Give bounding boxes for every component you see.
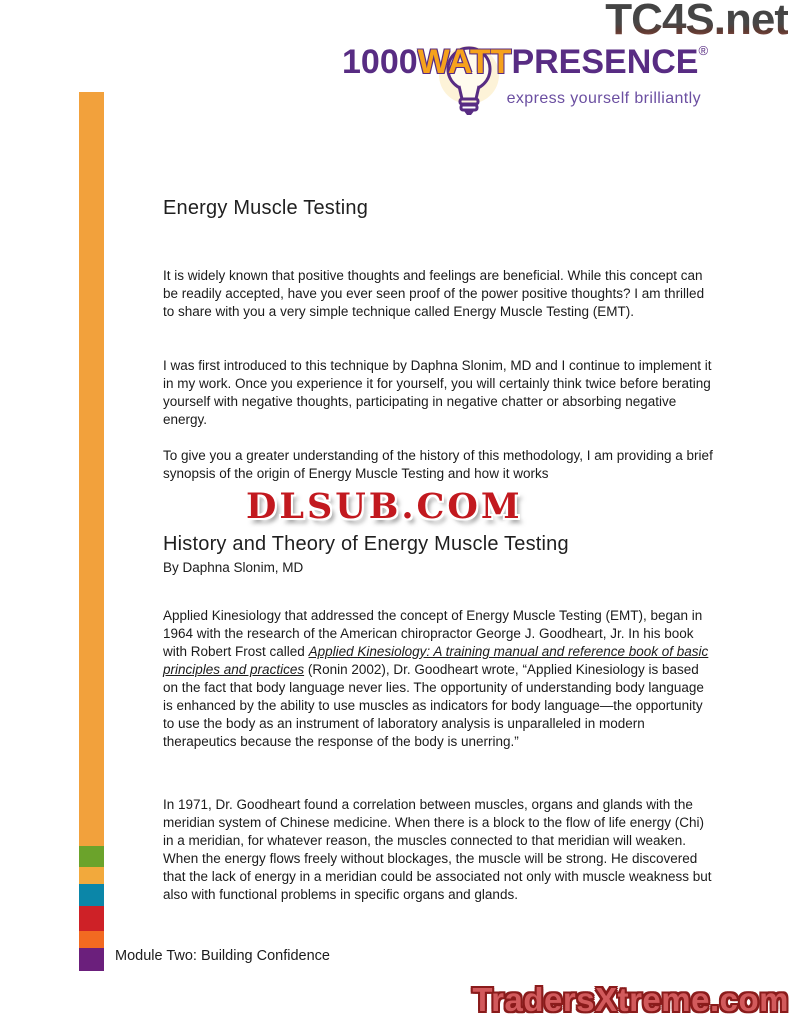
logo-number: 1000 [342, 43, 418, 81]
logo-presence: PRESENCE [511, 43, 699, 81]
module-footer: Module Two: Building Confidence [115, 948, 330, 964]
color-strip-segment-purple [79, 948, 104, 971]
tradersxtreme-watermark: TradersXtreme.com [472, 981, 789, 1018]
book-title-citation: Applied Kinesiology: A training manual and reference book of basic principles and practices [163, 644, 709, 677]
paragraph: To give you a greater understanding of the history of this methodology, I am providing a brief synopsis of the origin of Energy Muscle Testing and how it works [163, 448, 713, 481]
paragraph [163, 607, 715, 751]
thousand-watt-presence-logo [342, 44, 708, 116]
byline: By Daphna Slonim, MD [163, 560, 304, 575]
logo-tagline: express yourself brilliantly [506, 90, 701, 107]
logo-wordmark [342, 44, 708, 81]
dlsub-watermark: DLSUB.COM [246, 486, 523, 527]
paragraph-text: (Ronin 2002), Dr. Goodheart wrote, “Applied Kinesiology is based on the fact that body language never lies. The opportunity of understanding body language is enhanced by the ability to use muscles as indicators for body language—the opportunity to use the body as an instrument of laboratory analysis is unparalleled in modern therapeutics because the response of the body is unerring.” [163, 662, 704, 749]
section-heading: History and Theory of Energy Muscle Testing [163, 533, 569, 555]
left-color-strip [79, 92, 104, 971]
color-strip-segment-red [79, 906, 104, 931]
paragraph: I was first introduced to this technique by Daphna Slonim, MD and I continue to implement it in my work. Once you experience it for yourself, you will certainly think twice before berating yourself with negative thoughts, participating in negative chatter or absorbing negative energy. [163, 358, 712, 427]
logo-watt: WATT [417, 43, 512, 81]
paragraph-text: Applied Kinesiology that addressed the concept of Energy Muscle Testing (EMT), began in 1964 with the research of the American chiropractor George J. Goodheart, Jr. In his book with Robert Frost called [163, 608, 703, 659]
registered-trademark-symbol: ® [698, 43, 709, 58]
page-title: Energy Muscle Testing [163, 197, 369, 219]
color-strip-main [79, 92, 104, 846]
color-strip-segment-amber [79, 867, 104, 884]
color-strip-segment-teal [79, 884, 104, 906]
color-strip-segment-orange [79, 931, 104, 948]
paragraph: It is widely known that positive thoughts and feelings are beneficial. While this concept can be readily accepted, have you ever seen proof of the power positive thoughts? I am thrilled to share with you a very simple technique called Energy Muscle Testing (EMT). [163, 268, 705, 319]
paragraph: In 1971, Dr. Goodheart found a correlation between muscles, organs and glands with the meridian system of Chinese medicine. When there is a block to the flow of life energy (Chi) in a meridian, for whatever reason, the muscles connected to that meridian will weaken. When the energy flows freely without blockages, the muscle will be strong. He discovered that the lack of energy in a meridian could be associated not only with muscle weakness but also with functional problems in specific organs and glands. [163, 797, 712, 902]
tc4s-watermark: TC4S.net [605, 0, 788, 44]
color-strip-segment-green [79, 846, 104, 867]
